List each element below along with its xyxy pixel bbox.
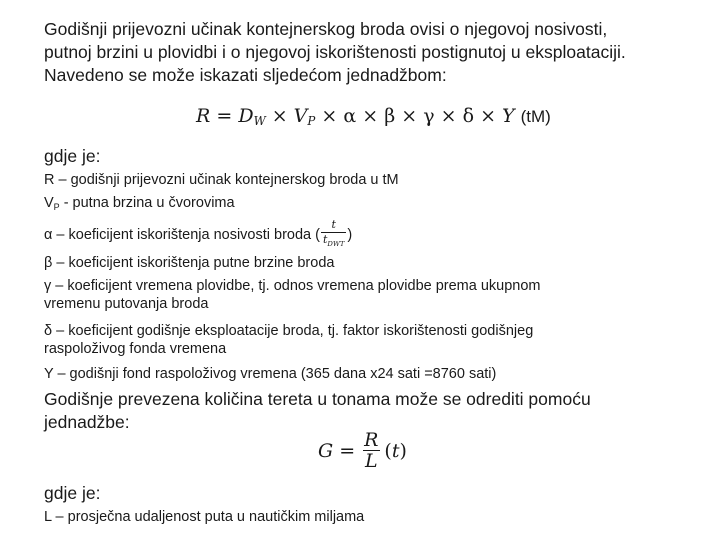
def-l: L – prosječna udaljenost puta u nautičkim miljama <box>44 509 365 525</box>
equation-cargo: G = $\frac{R}{L}$ ( t ) <box>318 429 407 472</box>
def-delta-1: δ – koeficijent godišnje eksploatacije broda, tj. faktor iskorištenosti godišnjeg <box>44 323 534 339</box>
alpha-fraction: $\frac{t}{t_{DWT}}$ <box>321 218 346 251</box>
eq1-unit: (tM) <box>520 107 551 126</box>
def-gamma-2: vremenu putovanja broda <box>44 296 209 312</box>
def-gamma-1: γ – koeficijent vremena plovidbe, tj. odnos vremena plovidbe prema ukupnom <box>44 278 541 294</box>
eq1-lhs: R <box>196 105 211 127</box>
def-y: Y – godišnji fond raspoloživog vremena (365 dana x24 sati =8760 sati) <box>44 366 497 382</box>
definitions-heading: gdje je: <box>44 146 101 166</box>
definitions2-heading: gdje je: <box>44 483 101 503</box>
def-alpha: α – koeficijent iskorištenja nosivosti broda ( $\frac{t}{t_{DWT}}$ ) <box>44 218 352 251</box>
intro-line-3: Navedeno se može iskazati sljedećom jednadžbom: <box>44 65 447 85</box>
def-r: R – godišnji prijevozni učinak kontejnerskog broda u tM <box>44 172 399 188</box>
cargo-line-2: jednadžbe: <box>44 412 130 432</box>
equation-throughput: $R = D_W \times V_P \times \alpha \times \beta \times \gamma \times \delta \times Y$ (tM) <box>196 105 551 128</box>
eq2-fraction: $\frac{R}{L}$ <box>364 429 379 472</box>
def-beta: β – koeficijent iskorištenja putne brzine broda <box>44 255 335 271</box>
intro-line-2: putnoj brzini u plovidbi i o njegovoj iskorištenosti postignutoj u eksploataciji. <box>44 42 626 62</box>
eq1-vp: $V_P$ <box>293 105 316 128</box>
def-vp: $V_P$ - putna brzina u čvorovima <box>44 195 235 212</box>
eq1-dw: $D_W$ <box>238 105 266 128</box>
cargo-line-1: Godišnje prevezena količina tereta u tonama može se odrediti pomoću <box>44 389 591 409</box>
intro-line-1: Godišnji prijevozni učinak kontejnerskog broda ovisi o njegovoj nosivosti, <box>44 19 608 39</box>
def-delta-2: raspoloživog fonda vremena <box>44 341 227 357</box>
